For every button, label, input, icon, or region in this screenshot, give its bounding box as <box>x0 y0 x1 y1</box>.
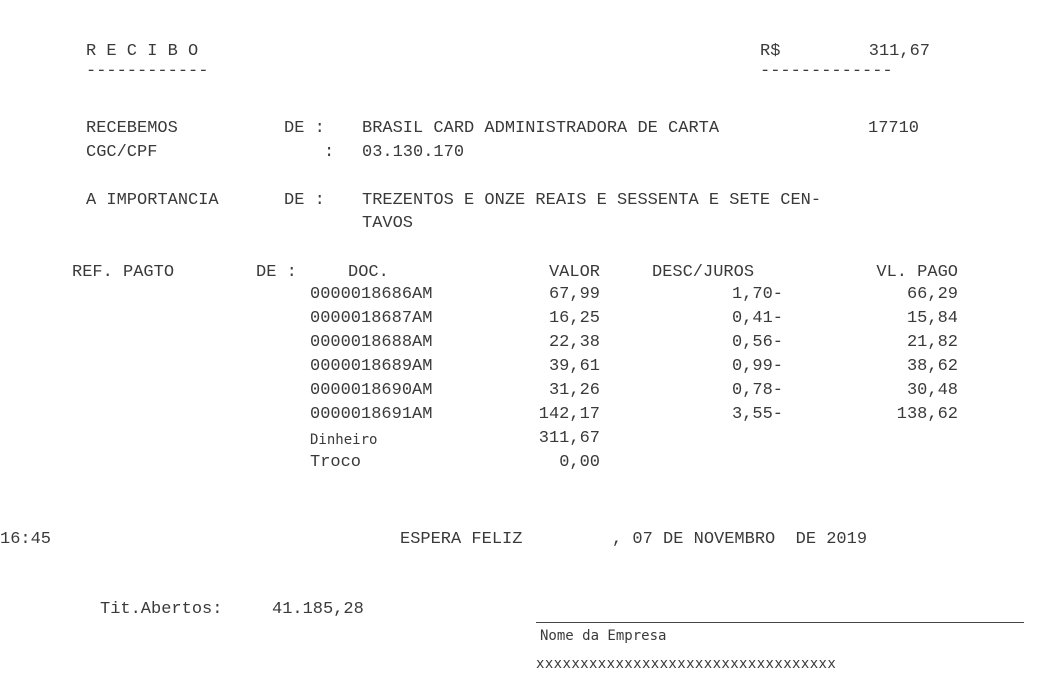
row-valor: 16,25 <box>548 309 600 328</box>
row-doc: 0000018686AM <box>310 285 433 304</box>
cash-label: Dinheiro <box>310 432 378 448</box>
cgc-value: 03.130.170 <box>362 143 465 162</box>
row-doc: 0000018687AM <box>310 309 433 328</box>
row-doc: 0000018690AM <box>310 381 433 400</box>
ref-de: DE : <box>256 263 297 282</box>
change-value: 0,00 <box>559 453 600 472</box>
cgc-label: CGC/CPF <box>86 143 158 162</box>
row-desc: 1,70- <box>732 285 784 304</box>
row-pago: 66,29 <box>906 285 958 304</box>
row-pago: 15,84 <box>906 309 958 328</box>
row-desc: 3,55- <box>732 405 784 424</box>
title-underline: ------------ <box>86 62 209 81</box>
payer-code: 17710 <box>868 119 920 138</box>
print-time: 16:45 <box>0 530 52 549</box>
row-desc: 0,41- <box>732 309 784 328</box>
amount-words-line2: TAVOS <box>362 214 414 233</box>
receipt-date: , 07 DE NOVEMBRO DE 2019 <box>612 530 868 549</box>
row-pago: 30,48 <box>906 381 958 400</box>
total-amount: 311,67 <box>868 42 930 61</box>
payer-name: BRASIL CARD ADMINISTRADORA DE CARTA <box>362 119 720 138</box>
col-header-doc: DOC. <box>348 263 389 282</box>
ref-label: REF. PAGTO <box>72 263 175 282</box>
col-header-desc: DESC/JUROS <box>652 263 755 282</box>
cash-value: 311,67 <box>538 429 600 448</box>
company-placeholder: xxxxxxxxxxxxxxxxxxxxxxxxxxxxxxxxxx <box>536 656 837 672</box>
row-pago: 138,62 <box>896 405 958 424</box>
row-valor: 31,26 <box>548 381 600 400</box>
row-pago: 38,62 <box>906 357 958 376</box>
importance-label: A IMPORTANCIA <box>86 191 219 210</box>
city: ESPERA FELIZ <box>400 530 523 549</box>
amount-underline: ------------- <box>760 62 893 81</box>
row-valor: 39,61 <box>548 357 600 376</box>
amount-words-line1: TREZENTOS E ONZE REAIS E SESSENTA E SETE CEN- <box>362 191 822 210</box>
importance-de: DE : <box>284 191 325 210</box>
row-doc: 0000018691AM <box>310 405 433 424</box>
row-pago: 21,82 <box>906 333 958 352</box>
cgc-separator: : <box>324 143 335 162</box>
signature-line <box>536 622 1024 623</box>
open-titles-value: 41.185,28 <box>272 600 364 619</box>
row-doc: 0000018688AM <box>310 333 433 352</box>
col-header-pago: VL. PAGO <box>876 263 958 282</box>
row-valor: 142,17 <box>538 405 600 424</box>
col-header-valor: VALOR <box>548 263 600 282</box>
row-desc: 0,56- <box>732 333 784 352</box>
open-titles-label: Tit.Abertos: <box>100 600 223 619</box>
receipt-title: R E C I B O <box>86 42 199 61</box>
change-label: Troco <box>310 453 362 472</box>
row-valor: 67,99 <box>548 285 600 304</box>
row-valor: 22,38 <box>548 333 600 352</box>
row-desc: 0,78- <box>732 381 784 400</box>
row-doc: 0000018689AM <box>310 357 433 376</box>
currency-symbol: R$ <box>760 42 781 61</box>
received-de: DE : <box>284 119 325 138</box>
company-name-label: Nome da Empresa <box>540 628 667 644</box>
row-desc: 0,99- <box>732 357 784 376</box>
received-label: RECEBEMOS <box>86 119 178 138</box>
